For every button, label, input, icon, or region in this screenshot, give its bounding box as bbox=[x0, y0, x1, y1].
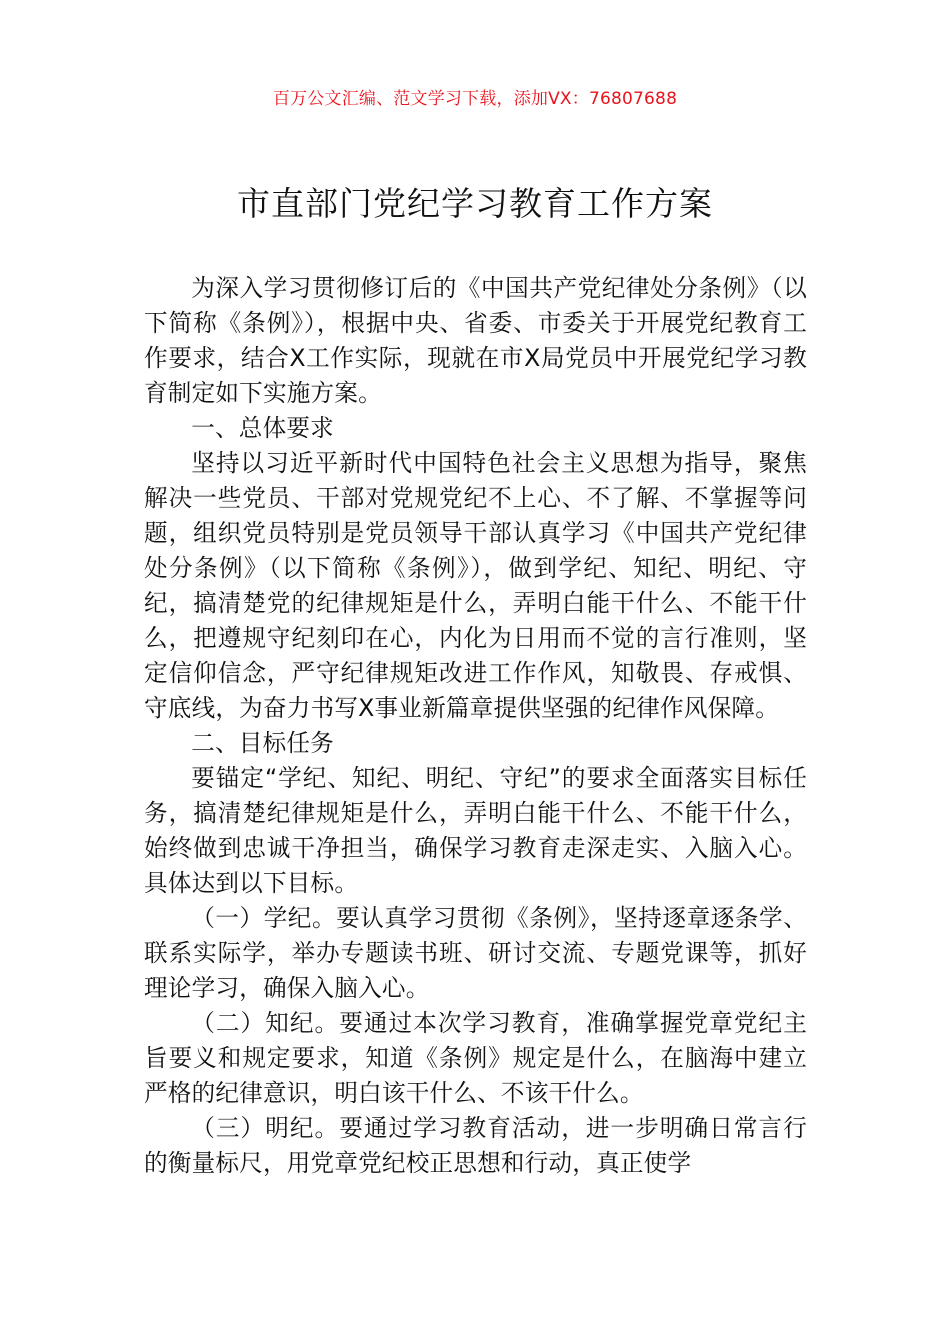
section-heading-overall-requirements: 一、总体要求 bbox=[191, 414, 334, 442]
document-title: 市直部门党纪学习教育工作方案 bbox=[237, 184, 713, 223]
document-body bbox=[144, 271, 807, 1181]
intro-paragraph: 为深入学习贯彻修订后的《中国共产党纪律处分条例》（以下简称《条例》），根据中央、省委、市委关于开展党纪教育工作要求，结合X工作实际，现就在市X局党员中开展党纪学习教育制定如下实施方案。 bbox=[144, 274, 807, 407]
goal-item-learn-discipline: （一）学纪。要认真学习贯彻《条例》，坚持逐章逐条学、联系实际学，举办专题读书班、研讨交流、专题党课等，抓好理论学习，确保入脑入心。 bbox=[144, 904, 807, 1002]
goal-item-understand-discipline: （三）明纪。要通过学习教育活动，进一步明确日常言行的衡量标尺，用党章党纪校正思想和行动，真正使学 bbox=[144, 1114, 807, 1177]
goal-item-know-discipline: （二）知纪。要通过本次学习教育，准确掌握党章党纪主旨要义和规定要求，知道《条例》规定是什么，在脑海中建立严格的纪律意识，明白该干什么、不该干什么。 bbox=[144, 1009, 807, 1107]
section-heading-goals-tasks: 二、目标任务 bbox=[191, 729, 334, 757]
download-banner: 百万公文汇编、范文学习下载，添加VX：76807688 bbox=[272, 89, 678, 109]
goals-tasks-paragraph: 要锚定“学纪、知纪、明纪、守纪”的要求全面落实目标任务，搞清楚纪律规矩是什么，弄明白能干什么、不能干什么，始终做到忠诚干净担当，确保学习教育走深走实、入脑入心。具体达到以下目标。 bbox=[144, 764, 807, 897]
overall-requirements-paragraph: 坚持以习近平新时代中国特色社会主义思想为指导，聚焦解决一些党员、干部对党规党纪不上心、不了解、不掌握等问题，组织党员特别是党员领导干部认真学习《中国共产党纪律处分条例》（以下简称《条例》），做到学纪、知纪、明纪、守纪，搞清楚党的纪律规矩是什么，弄明白能干什么、不能干什么，把遵规守纪刻印在心，内化为日用而不觉的言行准则，坚定信仰信念，严守纪律规矩改进工作作风，知敬畏、存戒惧、守底线，为奋力书写X事业新篇章提供坚强的纪律作风保障。 bbox=[144, 449, 807, 722]
